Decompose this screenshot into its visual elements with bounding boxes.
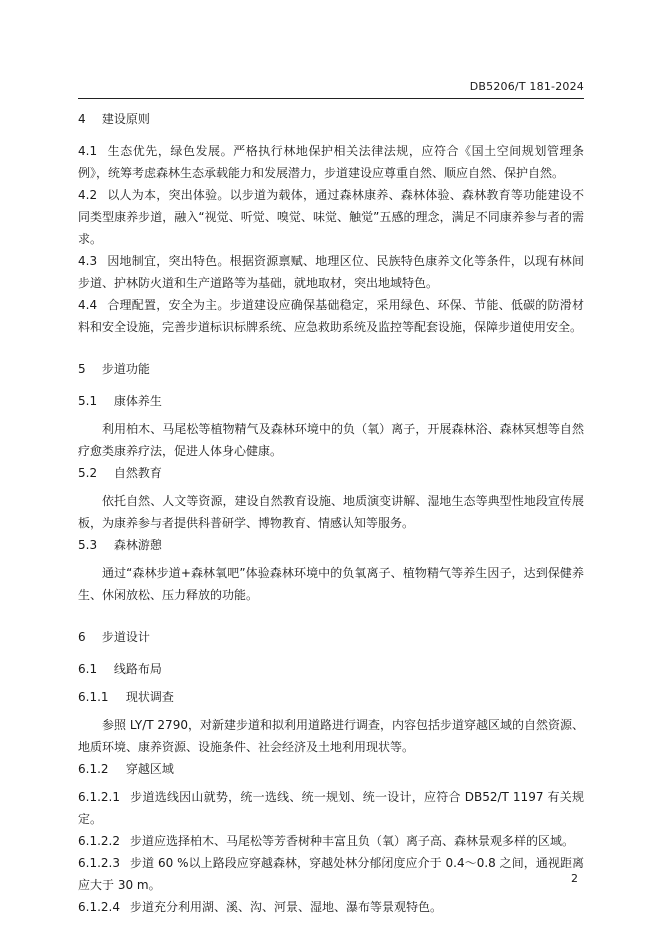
body-paragraph: 依托自然、人文等资源，建设自然教育设施、地质演变讲解、湿地生态等典型性地段宣传展板，为康养参与者提供科普研学、博物教育、情感认知等服务。 <box>78 494 584 530</box>
clause-number: 6.1.2.4 <box>78 900 120 914</box>
clause-paragraph <box>78 896 584 918</box>
section-title: 步道设计 <box>101 630 150 644</box>
subsection-heading <box>78 462 584 484</box>
subsubsection-title: 穿越区域 <box>125 762 174 776</box>
subsection-number: 5.1 <box>78 394 98 408</box>
section-number: 4 <box>78 112 86 126</box>
clause-number: 4.3 <box>78 254 98 268</box>
subsection-heading <box>78 390 584 412</box>
clause-text: 合理配置，安全为主。步道建设应确保基础稳定，采用绿色、环保、节能、低碳的防滑材料和安全设施，完善步道标识标牌系统、应急救助系统及监控等配套设施，保障步道使用安全。 <box>78 298 584 334</box>
clause-text: 因地制宜，突出特色。根据资源禀赋、地理区位、民族特色康养文化等条件，以现有林间步道、护林防火道和生产道路等为基础，就地取材，突出地域特色。 <box>78 254 584 290</box>
subsection-title: 线路布局 <box>113 662 162 676</box>
clause-text: 以人为本，突出体验。以步道为载体，通过森林康养、森林体验、森林教育等功能建设不同类型康养步道，融入“视觉、听觉、嗅觉、味觉、触觉”五感的理念，满足不同康养参与者的需求。 <box>78 188 584 246</box>
section-heading <box>78 358 584 380</box>
subsection-heading <box>78 658 584 680</box>
clause-number: 4.1 <box>78 144 98 158</box>
clause-paragraph <box>78 184 584 250</box>
clause-text: 步道应选择柏木、马尾松等芳香树种丰富且负（氧）离子高、森林景观多样的区域。 <box>129 834 574 848</box>
clause-text: 生态优先，绿色发展。严格执行林地保护相关法律法规，应符合《国土空间规划管理条例》，统筹考虑森林生态承载能力和发展潜力，步道建设应尊重自然、顺应自然、保护自然。 <box>78 144 584 180</box>
section-title: 建设原则 <box>101 112 150 126</box>
section-number: 6 <box>78 630 86 644</box>
clause-paragraph <box>78 250 584 294</box>
subsubsection-title: 现状调查 <box>125 690 174 704</box>
clause-paragraph <box>78 294 584 338</box>
standard-code: DB5206/T 181-2024 <box>469 80 584 93</box>
body-paragraph: 通过“森林步道+森林氧吧”体验森林环境中的负氧离子、植物精气等养生因子，达到保健养生、休闲放松、压力释放的功能。 <box>78 566 584 602</box>
subsection-number: 5.3 <box>78 538 98 552</box>
subsection-title: 森林游憩 <box>113 538 162 552</box>
clause-number: 6.1.2.1 <box>78 790 120 804</box>
page-content <box>78 108 584 918</box>
clause-number: 4.4 <box>78 298 98 312</box>
subsection-number: 5.2 <box>78 466 98 480</box>
subsubsection-heading <box>78 686 584 708</box>
subsubsection-heading <box>78 758 584 780</box>
section-number: 5 <box>78 362 86 376</box>
subsection-heading <box>78 534 584 556</box>
clause-paragraph <box>78 852 584 896</box>
clause-paragraph <box>78 830 584 852</box>
subsubsection-number: 6.1.2 <box>78 762 109 776</box>
subsubsection-number: 6.1.1 <box>78 690 109 704</box>
clause-number: 4.2 <box>78 188 98 202</box>
body-paragraph: 参照 LY/T 2790，对新建步道和拟利用道路进行调查，内容包括步道穿越区域的自然资源、地质环境、康养资源、设施条件、社会经济及土地利用现状等。 <box>78 718 584 754</box>
section-heading <box>78 626 584 648</box>
clause-text: 步道 60 %以上路段应穿越森林，穿越处林分郁闭度应介于 0.4～0.8 之间，通视距离应大于 30 m。 <box>78 856 584 892</box>
subsection-number: 6.1 <box>78 662 98 676</box>
clause-text: 步道选线因山就势，统一选线、统一规划、统一设计，应符合 DB52/T 1197 有关规定。 <box>78 790 584 826</box>
page-number: 2 <box>571 872 578 885</box>
body-paragraph: 利用柏木、马尾松等植物精气及森林环境中的负（氧）离子，开展森林浴、森林冥想等自然疗愈类康养疗法，促进人体身心健康。 <box>78 422 584 458</box>
subsection-title: 自然教育 <box>113 466 162 480</box>
clause-text: 步道充分利用湖、溪、沟、河景、湿地、瀑布等景观特色。 <box>129 900 442 914</box>
clause-paragraph <box>78 786 584 830</box>
section-heading <box>78 108 584 130</box>
header-rule <box>78 98 584 99</box>
clause-paragraph <box>78 140 584 184</box>
clause-number: 6.1.2.2 <box>78 834 120 848</box>
clause-number: 6.1.2.3 <box>78 856 120 870</box>
subsection-title: 康体养生 <box>113 394 162 408</box>
section-title: 步道功能 <box>101 362 150 376</box>
